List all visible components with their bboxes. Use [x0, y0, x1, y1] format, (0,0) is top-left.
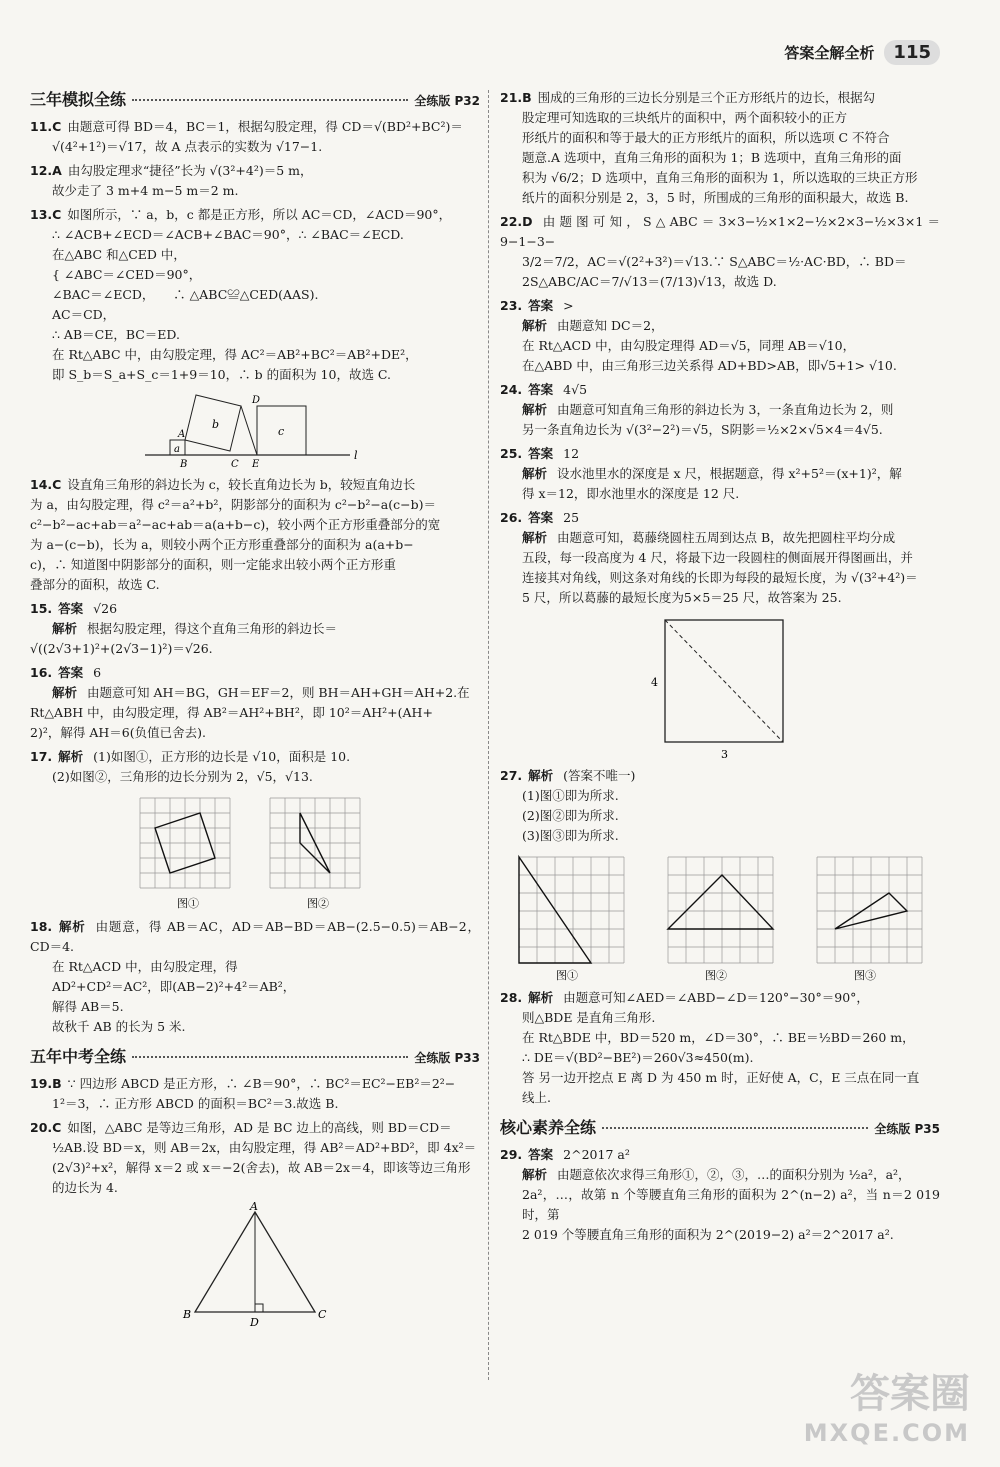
- answer-text: (1)如图①，正方形的边长是 √10，面积是 10.: [93, 749, 351, 764]
- answer-q17: [30, 747, 480, 787]
- question-number: 12.A: [30, 163, 62, 178]
- answer-text: 由题意可知∠AED＝∠ABD−∠D＝120°−30°＝90°，: [563, 990, 869, 1005]
- fig13-label-A: A: [178, 429, 186, 440]
- answer-text: 如图，△ABC 是等边三角形，AD 是 BC 边上的高线，则 BD＝CD＝: [67, 1120, 452, 1135]
- question-number: 18.: [30, 919, 53, 934]
- answer-q24: [500, 380, 940, 440]
- answer-text: 在 Rt△BDE 中，BD＝520 m，∠D＝30°，∴ BE＝½BD＝260 m，: [522, 1030, 915, 1045]
- analysis-label: 解析: [522, 1167, 548, 1182]
- answer-q11: [30, 117, 480, 157]
- fig13-label-C: C: [231, 459, 239, 470]
- fig26-width-label: 3: [721, 748, 728, 761]
- analysis-label: 解析: [52, 685, 78, 700]
- answer-value: 25: [563, 510, 580, 525]
- question-number: 21.B: [500, 90, 532, 105]
- answer-text: 2)²，解得 AH＝6(负值已舍去).: [30, 725, 206, 740]
- watermark-url: MXQE.COM: [803, 1419, 970, 1447]
- analysis-label: 解析: [522, 530, 548, 545]
- answer-text: 在 Rt△ACD 中，由勾股定理得 AD＝√5，同理 AB＝√10，: [522, 338, 856, 353]
- answer-text: 1²＝3，∴ 正方形 ABCD 的面积＝BC²＝3.故选 B.: [52, 1096, 339, 1111]
- answer-text: 由题意知 DC＝2，: [557, 318, 664, 333]
- section-ref: 全练版 P35: [874, 1122, 940, 1136]
- watermark: [804, 1362, 970, 1447]
- section-ref: 全练版 P33: [414, 1051, 480, 1065]
- answer-text: 另一条直角边长为 √(3²−2²)＝√5，S阴影＝½×2×√5×4＝4√5.: [522, 422, 883, 437]
- answer-text: 2a²，…，故第 n 个等腰直角三角形的面积为 2^(n−2) a²，当 n＝2 019 时，第: [522, 1187, 940, 1222]
- question-number: 15.: [30, 601, 53, 616]
- answer-text: 故秋千 AB 的长为 5 米.: [52, 1019, 186, 1034]
- dotted-leader: [132, 1056, 408, 1058]
- answer-text: ∠BAC＝∠ECD， ∴ △ABC≌△CED(AAS).: [52, 287, 319, 302]
- answer-text: 5 尺，所以葛藤的最短长度为5×5＝25 尺，故答案为 25.: [522, 590, 842, 605]
- answer-q18: [30, 917, 480, 1037]
- question-number: 23.: [500, 298, 523, 313]
- question-number: 29.: [500, 1147, 523, 1162]
- question-number: 17.: [30, 749, 53, 764]
- answer-value: 4√5: [563, 382, 588, 397]
- answer-value: 6: [93, 665, 102, 680]
- fig26-height-label: 4: [651, 676, 658, 689]
- answer-text: ∵ 四边形 ABCD 是正方形，∴ ∠B＝90°，∴ BC²＝EC²−EB²＝2²−: [67, 1076, 456, 1091]
- fig20-label-A: A: [250, 1202, 258, 1213]
- q17-figures: [30, 793, 480, 911]
- answer-text: 解得 AB＝5.: [52, 999, 124, 1014]
- answer-text: c²−b²−ac+ab＝a²−ac+ab＝a(a+b−c)，较小两个正方形重叠部分的宽: [30, 517, 441, 532]
- answer-text: 为 a，由勾股定理，得 c²＝a²+b²，阴影部分的面积为 c²−b²−a(c−b)＝: [30, 497, 436, 512]
- answer-text: 设水池里水的深度是 x 尺，根据题意，得 x²+5²＝(x+1)²，解: [557, 466, 902, 481]
- answer-label: 答案: [528, 446, 554, 461]
- grid-figure-2: [265, 793, 375, 911]
- question-number: 22.D: [500, 214, 533, 229]
- answer-q23: [500, 296, 940, 376]
- fig13-label-B: B: [180, 459, 188, 470]
- fig13-label-D: D: [252, 395, 261, 406]
- question-number: 25.: [500, 446, 523, 461]
- answer-text: 在 Rt△ABC 中，由勾股定理，得 AC²＝AB²+BC²＝AB²+DE²，: [52, 347, 418, 362]
- answer-text: 3/2＝7/2，AC＝√(2²+3²)＝√13.∵ S△ABC＝½·AC·BD，∴ BD＝: [522, 254, 907, 269]
- answer-text: (1)图①即为所求.: [522, 788, 619, 803]
- fig20-label-C: C: [318, 1308, 327, 1321]
- answer-text: { ∠ABC＝∠CED＝90°，: [52, 267, 202, 282]
- grid-figure-1: [135, 793, 245, 911]
- answer-value: >: [563, 298, 574, 313]
- answer-q15: [30, 599, 480, 659]
- fig13-label-c: c: [278, 425, 285, 438]
- dotted-leader: [602, 1127, 868, 1129]
- analysis-label: 解析: [52, 621, 78, 636]
- answer-text: 由题意可知 AH＝BG，GH＝EF＝2，则 BH＝AH+GH＝AH+2.在: [87, 685, 470, 700]
- answer-text: 由勾股定理求“捷径”长为 √(3²+4²)＝5 m，: [67, 163, 313, 178]
- q27-figures: [500, 852, 940, 982]
- answer-text: AD²+CD²＝AC²，即(AB−2)²+4²＝AB²，: [52, 979, 296, 994]
- analysis-label: 解析: [58, 919, 86, 934]
- question-number: 13.C: [30, 207, 62, 222]
- header-title: 答案全解全析: [784, 44, 875, 62]
- answer-text: 得 x＝12，即水池里水的深度是 12 尺.: [522, 486, 740, 501]
- answer-text: 2 019 个等腰直角三角形的面积为 2^(2019−2) a²＝2^2017 a².: [522, 1227, 894, 1242]
- answer-text: 在△ABD 中，由三角形三边关系得 AD+BD>AB，即√5+1> √10.: [522, 358, 897, 373]
- analysis-label: 解析: [522, 318, 548, 333]
- fig13-label-E: E: [252, 459, 260, 470]
- answer-text: 即 S_b＝S_a+S_c＝1+9＝10，∴ b 的面积为 10，故选 C.: [52, 367, 392, 382]
- answer-label: 答案: [528, 510, 554, 525]
- answer-text: 2S△ABC/AC＝7/√13＝(7/13)√13，故选 D.: [522, 274, 777, 289]
- question-number: 27.: [500, 768, 523, 783]
- answer-text: √((2√3+1)²+(2√3−1)²)＝√26.: [30, 641, 213, 656]
- question-number: 28.: [500, 990, 523, 1005]
- answer-text: 叠部分的面积，故选 C.: [30, 577, 160, 592]
- answer-text: ½AB.设 BD＝x，则 AB＝2x，由勾股定理，得 AB²＝AD²+BD²，即 4x²＝: [52, 1140, 477, 1155]
- question-number: 16.: [30, 665, 53, 680]
- fig17-caption-1: 图①: [177, 897, 199, 910]
- fig20-label-D: D: [250, 1316, 259, 1329]
- answer-text: 根据勾股定理，得这个直角三角形的斜边长＝: [87, 621, 338, 636]
- answer-q25: [500, 444, 940, 504]
- answer-note: (答案不唯一): [563, 768, 636, 783]
- section-title: 五年中考全练: [30, 1047, 127, 1066]
- answer-text: 答 另一边开挖点 E 离 D 为 450 m 时，正好使 A，C，E 三点在同一直: [522, 1070, 920, 1085]
- answer-q13: [30, 205, 480, 385]
- answer-text: 则△BDE 是直角三角形.: [522, 1010, 656, 1025]
- watermark-logo: 答案圈: [850, 1371, 970, 1417]
- answer-text: 纸片的面积分别是 2，3，5 时，所围成的三角形的面积最大，故选 B.: [522, 190, 909, 205]
- answer-text: ∴ ∠ACB+∠ECD＝∠ACB+∠BAC＝90°，∴ ∠BAC＝∠ECD.: [52, 227, 404, 242]
- answer-text: 连接其对角线，则这条对角线的长即为每段的最短长度，为 √(3²+4²)＝: [522, 570, 918, 585]
- answer-text: 由题意可得 BD＝4，BC＝1，根据勾股定理，得 CD＝√(BD²+BC²)＝: [67, 119, 463, 134]
- grid-figure-27-1: [514, 852, 629, 982]
- answer-text: 由题意可知直角三角形的斜边长为 3，一条直角边长为 2，则: [557, 402, 894, 417]
- answer-q22: [500, 212, 940, 292]
- answer-text: 为 a−(c−b)，长为 a，则较小两个正方形重叠部分的面积为 a(a+b−: [30, 537, 414, 552]
- analysis-label: 解析: [522, 466, 548, 481]
- answer-q26: [500, 508, 940, 608]
- page-number: 115: [884, 40, 940, 65]
- answer-q12: [30, 161, 480, 201]
- answer-text: 线上.: [522, 1090, 551, 1105]
- fig13-label-a: a: [174, 444, 180, 455]
- answer-text: 围成的三角形的三边长分别是三个正方形纸片的边长，根据勾: [537, 90, 876, 105]
- answer-text: 由题意可知，葛藤绕圆柱五周到达点 B，故先把圆柱平均分成: [557, 530, 896, 545]
- section-ref: 全练版 P32: [414, 94, 480, 108]
- answer-text: 的边长为 4.: [52, 1180, 118, 1195]
- fig13-label-b: b: [212, 418, 220, 431]
- answer-text: ∴ AB＝CE，BC＝ED.: [52, 327, 180, 342]
- answer-text: 由题意依次求得三角形①，②，③，…的面积分别为 ½a²，a²，: [557, 1167, 911, 1182]
- answer-text: AC＝CD，: [52, 307, 116, 322]
- answer-q16: [30, 663, 480, 743]
- section-header-3: [500, 1118, 940, 1139]
- question-number: 14.C: [30, 477, 62, 492]
- answer-text: Rt△ABH 中，由勾股定理，得 AB²＝AH²+BH²，即 10²＝AH²+(AH+: [30, 705, 433, 720]
- right-column: [500, 88, 940, 1249]
- section-header-2: [30, 1047, 480, 1068]
- analysis-label: 解析: [58, 749, 84, 764]
- analysis-label: 解析: [528, 990, 554, 1005]
- answer-text: √(4²+1²)＝√17，故 A 点表示的实数为 √17−1.: [52, 139, 323, 154]
- section-header-1: [30, 90, 480, 111]
- grid-figure-27-3: [812, 852, 927, 982]
- answer-text: 在 Rt△ACD 中，由勾股定理，得: [52, 959, 238, 974]
- question-number: 11.C: [30, 119, 62, 134]
- answer-text: 设直角三角形的斜边长为 c，较长直角边长为 b，较短直角边长: [67, 477, 416, 492]
- answer-text: 五段，每一段高度为 4 尺，将最下边一段圆柱的侧面展开得图画出，并: [522, 550, 913, 565]
- answer-label: 答案: [58, 665, 84, 680]
- answer-text: 在△ABC 和△CED 中，: [52, 247, 186, 262]
- analysis-label: 解析: [528, 768, 554, 783]
- answer-label: 答案: [528, 382, 554, 397]
- fig17-caption-2: 图②: [307, 897, 329, 910]
- answer-q29: [500, 1145, 940, 1245]
- fig27-caption-3: 图③: [853, 969, 876, 982]
- rectangle-figure: [645, 612, 795, 762]
- section-title: 核心素养全练: [500, 1118, 597, 1137]
- answer-label: 答案: [528, 1147, 554, 1162]
- answer-text: 故少走了 3 m+4 m−5 m＝2 m.: [52, 183, 239, 198]
- fig13-label-l: l: [354, 449, 358, 462]
- answer-text: (2√3)²+x²，解得 x＝2 或 x＝−2(舍去)，故 AB＝2x＝4，即该等边三角形: [52, 1160, 471, 1175]
- answer-q14: [30, 475, 480, 595]
- answer-q28: [500, 988, 940, 1108]
- answer-text: c)，∴ 知道图中阴影部分的面积，则一定能求出较小两个正方形重: [30, 557, 396, 572]
- answer-q21: [500, 88, 940, 208]
- answer-text: 股定理可知选取的三块纸片的面积中，两个面积较小的正方: [522, 110, 848, 125]
- answer-q27: [500, 766, 940, 846]
- answer-text: 由题图可知，S△ABC＝3×3−½×1×2−½×2×3−½×3×1＝9−1−3−: [500, 214, 940, 249]
- answer-text: (2)如图②，三角形的边长分别为 2，√5，√13.: [52, 769, 313, 784]
- dotted-leader: [132, 99, 408, 101]
- analysis-label: 解析: [522, 402, 548, 417]
- left-column: [30, 88, 480, 1334]
- question-number: 19.B: [30, 1076, 62, 1091]
- page-header: [784, 40, 940, 65]
- squares-figure: [140, 389, 370, 471]
- answer-value: √26: [93, 601, 118, 616]
- triangle-figure: [180, 1202, 330, 1330]
- fig20-label-B: B: [183, 1308, 192, 1321]
- answer-text: (2)图②即为所求.: [522, 808, 619, 823]
- fig27-caption-1: 图①: [555, 969, 578, 982]
- question-number: 26.: [500, 510, 523, 525]
- column-divider: [488, 90, 489, 1380]
- answer-label: 答案: [58, 601, 84, 616]
- answer-value: 2^2017 a²: [563, 1147, 630, 1162]
- section-title: 三年模拟全练: [30, 90, 127, 109]
- answer-text: 形纸片的面积和等于最大的正方形纸片的面积，所以选项 C 不符合: [522, 130, 890, 145]
- question-number: 24.: [500, 382, 523, 397]
- answer-text: 如图所示，∵ a，b，c 都是正方形，所以 AC＝CD，∠ACD＝90°，: [67, 207, 452, 222]
- answer-text: 积为 √6/2；D 选项中，直角三角形的面积为 1，所以选取的三块正方形: [522, 170, 918, 185]
- fig27-caption-2: 图②: [704, 969, 727, 982]
- answer-text: 题意.A 选项中，直角三角形的面积为 1；B 选项中，直角三角形的面: [522, 150, 902, 165]
- question-number: 20.C: [30, 1120, 62, 1135]
- answer-label: 答案: [528, 298, 554, 313]
- grid-figure-27-2: [663, 852, 778, 982]
- answer-q19: [30, 1074, 480, 1114]
- answer-text: 由题意，得 AB＝AC，AD＝AB−BD＝AB−(2.5−0.5)＝AB−2，CD＝4.: [30, 919, 480, 954]
- answer-text: (3)图③即为所求.: [522, 828, 619, 843]
- answer-value: 12: [563, 446, 580, 461]
- answer-q20: [30, 1118, 480, 1198]
- answer-text: ∴ DE＝√(BD²−BE²)＝260√3≈450(m).: [522, 1050, 754, 1065]
